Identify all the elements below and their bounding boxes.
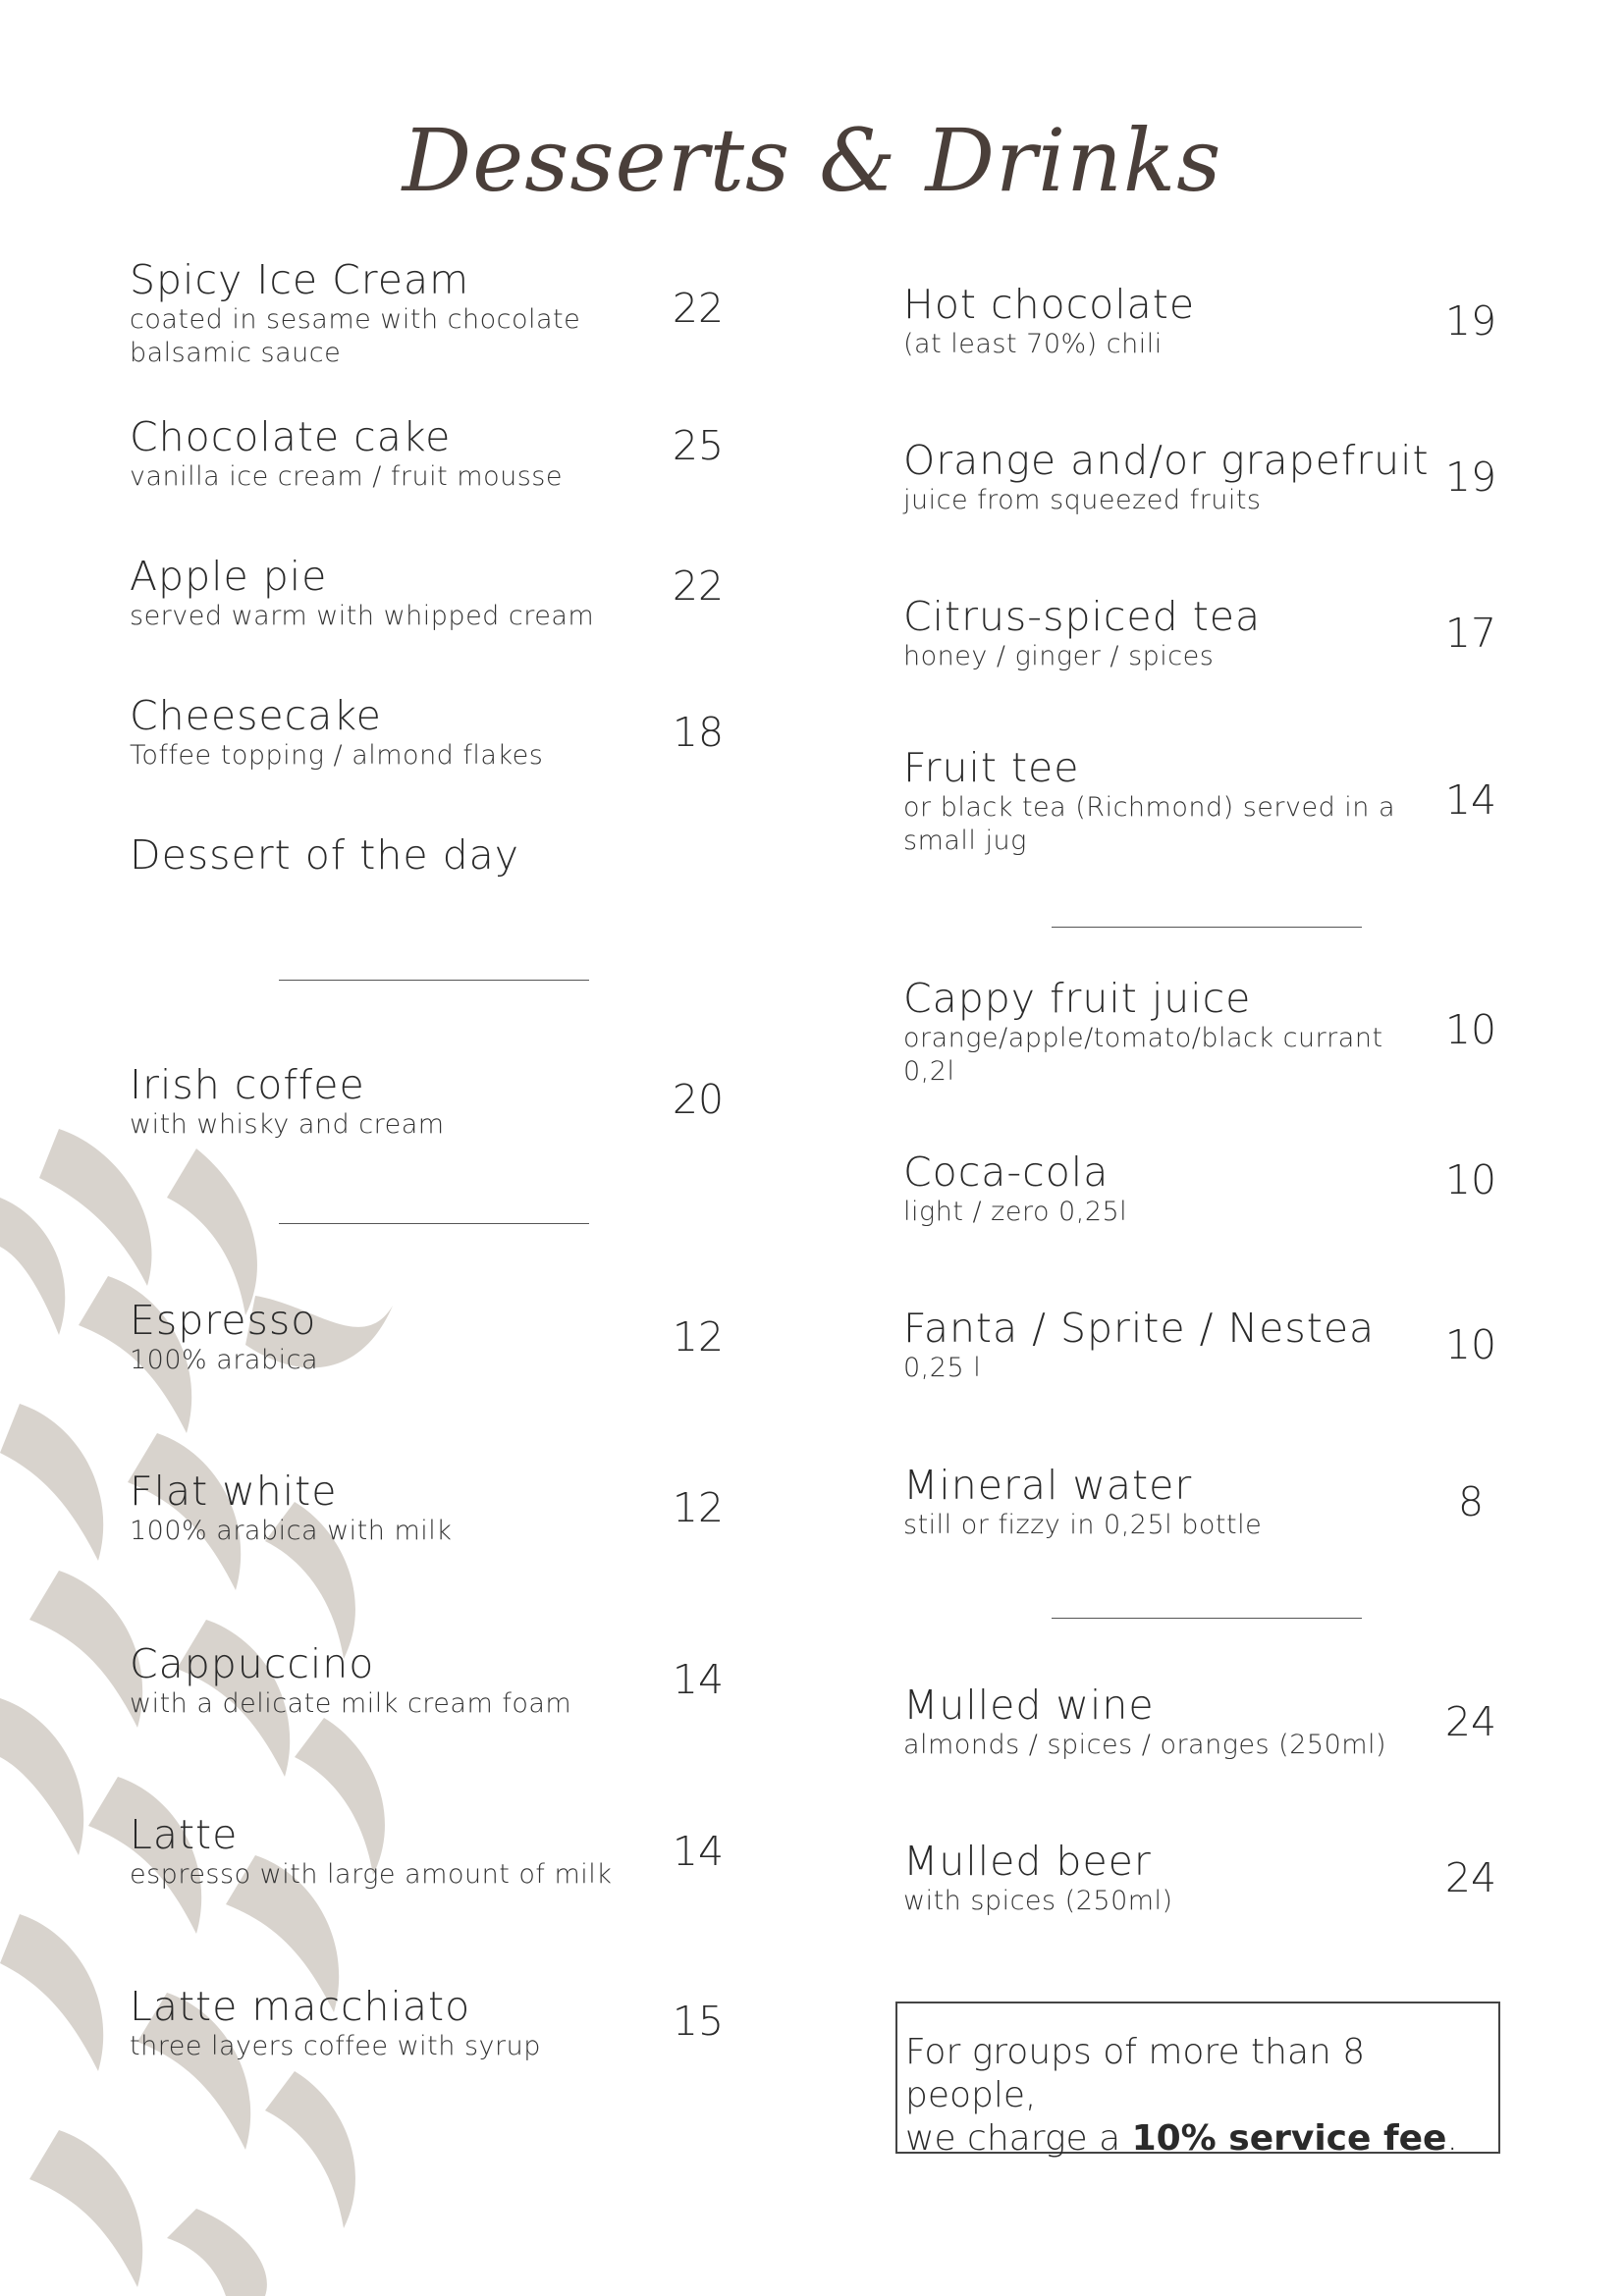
page-title: Desserts & Drinks <box>402 110 1222 211</box>
item-name: Hot chocolate <box>903 281 1196 328</box>
item-price: 12 <box>672 1313 725 1361</box>
menu-item-fanta-sprite-nestea <box>903 1307 1434 1385</box>
note-line-1: For groups of more than 8 people, <box>905 2032 1366 2115</box>
item-description: still or fizzy in 0,25l bottle <box>903 1510 1263 1540</box>
item-description: Toffee topping / almond flakes <box>130 740 544 771</box>
item-name: Coca-cola <box>903 1148 1110 1196</box>
item-description: light / zero 0,25l <box>903 1197 1128 1227</box>
menu-item-cappy-fruit-juice <box>903 977 1424 1089</box>
menu-item-orange-grapefruit <box>903 439 1434 517</box>
item-description: or black tea (Richmond) served in a small jug <box>903 792 1396 856</box>
item-price: 10 <box>1444 1321 1497 1368</box>
item-description: espresso with large amount of milk <box>130 1859 613 1890</box>
menu-item-dessert-of-the-day <box>130 833 679 877</box>
item-name: Cappy fruit juice <box>903 975 1252 1022</box>
item-description: with whisky and cream <box>130 1109 445 1140</box>
divider <box>1052 927 1362 928</box>
menu-item-hot-chocolate <box>903 283 1434 361</box>
item-description: (at least 70%) chili <box>903 329 1163 359</box>
item-price: 19 <box>1444 297 1497 345</box>
menu-item-fruit-tee <box>903 746 1424 858</box>
note-bold: 10% service fee <box>1131 2118 1447 2159</box>
divider <box>279 980 589 981</box>
item-description: vanilla ice cream / fruit mousse <box>130 461 563 492</box>
menu-item-coca-cola <box>903 1150 1434 1229</box>
item-name: Cappuccino <box>130 1640 375 1687</box>
item-description: with spices (250ml) <box>903 1886 1173 1916</box>
item-description: three layers coffee with syrup <box>130 2031 541 2061</box>
item-price: 25 <box>672 422 725 469</box>
item-description: with a delicate milk cream foam <box>130 1688 572 1719</box>
item-description: almonds / spices / oranges (250ml) <box>903 1730 1387 1760</box>
item-description: served warm with whipped cream <box>130 601 595 631</box>
item-description: orange/apple/tomato/black currant 0,2l <box>903 1023 1383 1087</box>
item-price: 8 <box>1457 1478 1485 1525</box>
menu-item-apple-pie <box>130 555 679 633</box>
item-name: Chocolate cake <box>130 413 452 460</box>
item-price: 15 <box>672 1998 725 2045</box>
item-price: 24 <box>1444 1698 1497 1745</box>
item-name: Citrus-spiced tea <box>903 593 1262 640</box>
item-description: coated in sesame with chocolate balsamic sauce <box>130 304 581 368</box>
item-price: 24 <box>1444 1854 1497 1901</box>
menu-item-citrus-spiced-tea <box>903 595 1434 673</box>
divider <box>279 1223 589 1224</box>
item-description: honey / ginger / spices <box>903 641 1215 671</box>
item-name: Latte macchiato <box>130 1983 471 2030</box>
menu-item-mineral-water <box>903 1464 1434 1542</box>
menu-item-flat-white <box>130 1469 679 1548</box>
item-name: Mineral water <box>903 1462 1193 1509</box>
item-price: 19 <box>1444 454 1497 501</box>
item-price: 10 <box>1444 1006 1497 1053</box>
item-name: Flat white <box>130 1468 338 1515</box>
item-price: 14 <box>1444 776 1497 824</box>
item-name: Apple pie <box>130 553 328 600</box>
note-suffix: . <box>1446 2118 1458 2159</box>
menu-item-latte-macchiato <box>130 1985 679 2063</box>
item-price: 22 <box>672 562 725 610</box>
item-description: 100% arabica <box>130 1345 318 1375</box>
item-name: Irish coffee <box>130 1061 365 1108</box>
menu-item-cappuccino <box>130 1642 679 1721</box>
item-name: Cheesecake <box>130 692 382 739</box>
item-description: 0,25 l <box>903 1353 982 1383</box>
item-price: 12 <box>672 1484 725 1531</box>
item-price: 17 <box>1444 610 1497 657</box>
menu-item-cheesecake <box>130 694 679 773</box>
item-price: 20 <box>672 1076 725 1123</box>
menu-item-irish-coffee <box>130 1063 679 1142</box>
note-prefix: we charge a <box>905 2118 1132 2159</box>
note-line-2 <box>905 2117 1498 2161</box>
divider <box>1052 1618 1362 1619</box>
item-price: 22 <box>672 285 725 332</box>
item-name: Mulled wine <box>903 1682 1155 1729</box>
menu-item-espresso <box>130 1299 679 1377</box>
item-price: 14 <box>672 1656 725 1703</box>
item-description: 100% arabica with milk <box>130 1516 453 1546</box>
menu-item-latte <box>130 1813 699 1892</box>
item-name: Espresso <box>130 1297 317 1344</box>
item-name: Mulled beer <box>903 1838 1152 1885</box>
item-name: Orange and/or grapefruit <box>903 437 1430 484</box>
menu-item-chocolate-cake <box>130 415 679 494</box>
item-name: Fruit tee <box>903 744 1080 791</box>
menu-item-spicy-ice-cream <box>130 258 621 370</box>
item-name: Dessert of the day <box>130 831 519 879</box>
item-name: Fanta / Sprite / Nestea <box>903 1305 1376 1352</box>
item-name: Latte <box>130 1811 239 1858</box>
item-price: 14 <box>672 1828 725 1875</box>
item-price: 18 <box>672 709 725 756</box>
menu-item-mulled-beer <box>903 1840 1434 1918</box>
item-description: juice from squeezed fruits <box>903 485 1262 515</box>
menu-item-mulled-wine <box>903 1683 1434 1762</box>
item-price: 10 <box>1444 1156 1497 1203</box>
service-fee-note <box>895 2002 1500 2159</box>
item-name: Spicy Ice Cream <box>130 256 470 303</box>
